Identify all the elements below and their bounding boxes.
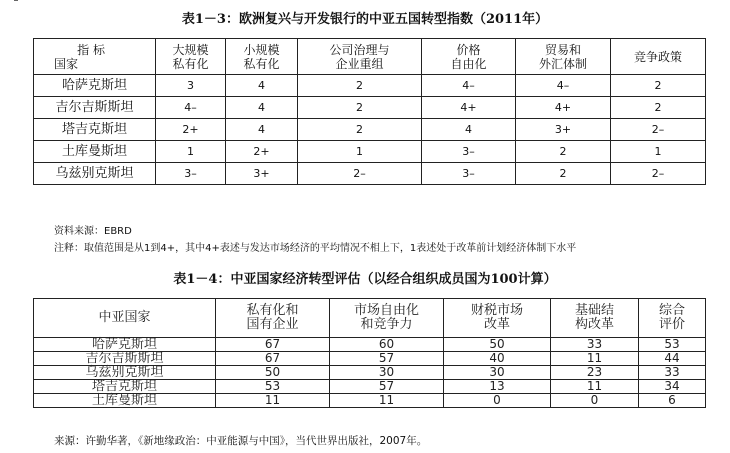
row-country: 土库曼斯坦	[34, 141, 156, 163]
table1-source: 资料来源：EBRD	[54, 226, 132, 237]
table-cell: 0	[551, 394, 639, 408]
table-cell: 2	[516, 141, 611, 163]
table-cell: 2+	[156, 119, 226, 141]
table-row	[34, 394, 706, 408]
row-country: 塔吉克斯坦	[34, 380, 216, 394]
table-cell: 67	[216, 338, 330, 352]
column-header: 价格 自由化	[422, 39, 516, 75]
table-cell: 57	[330, 352, 444, 366]
column-header: 市场自由化 和竞争力	[330, 299, 444, 338]
column-header: 竞争政策	[611, 39, 706, 75]
column-header: 综合 评价	[639, 299, 706, 338]
table-cell: 2	[611, 97, 706, 119]
table2-source: 来源：许勤华著，《新地缘政治：中亚能源与中国》，当代世界出版社，2007年。	[54, 435, 428, 447]
table-cell: 4+	[422, 97, 516, 119]
table-cell: 2+	[226, 141, 298, 163]
row-country: 土库曼斯坦	[34, 394, 216, 408]
country-column-header: 中亚国家	[34, 299, 216, 338]
table-cell: 4	[422, 119, 516, 141]
corner-header-country: 国家	[54, 56, 79, 71]
table-row	[34, 163, 706, 185]
table2-header-row	[34, 299, 706, 338]
table-cell: 13	[444, 380, 551, 394]
column-header: 贸易和 外汇体制	[516, 39, 611, 75]
table-cell: 4–	[422, 75, 516, 97]
table-cell: 3+	[226, 163, 298, 185]
corner-header	[34, 39, 156, 75]
column-header: 大规模 私有化	[156, 39, 226, 75]
table-cell: 4–	[156, 97, 226, 119]
table-cell: 33	[551, 338, 639, 352]
table-row	[34, 75, 706, 97]
row-country: 乌兹别克斯坦	[34, 163, 156, 185]
table-cell: 1	[298, 141, 422, 163]
column-header: 私有化和 国有企业	[216, 299, 330, 338]
table-row	[34, 141, 706, 163]
table-cell: 2–	[611, 163, 706, 185]
table-cell: 2	[516, 163, 611, 185]
table-cell: 1	[156, 141, 226, 163]
table-cell: 40	[444, 352, 551, 366]
table-cell: 3+	[516, 119, 611, 141]
table1-header-row	[34, 39, 706, 75]
economic-transition-table	[33, 298, 706, 408]
table1-note: 注释：取值范围是从1到4+，其中4+表述与发达市场经济的平均情况不相上下，1表述处于改革前计划经济体制下水平	[54, 243, 577, 254]
top-left-mark	[14, 0, 18, 1]
table-cell: 50	[444, 338, 551, 352]
table-cell: 11	[216, 394, 330, 408]
table-cell: 34	[639, 380, 706, 394]
table-cell: 23	[551, 366, 639, 380]
table-cell: 2–	[298, 163, 422, 185]
table-cell: 6	[639, 394, 706, 408]
table-cell: 2	[298, 97, 422, 119]
table-cell: 0	[444, 394, 551, 408]
row-country: 吉尔吉斯斯坦	[34, 352, 216, 366]
row-country: 吉尔吉斯斯坦	[34, 97, 156, 119]
table-cell: 3–	[422, 141, 516, 163]
column-header: 公司治理与 企业重组	[298, 39, 422, 75]
table-cell: 67	[216, 352, 330, 366]
transition-index-table	[33, 38, 706, 185]
table-cell: 4	[226, 119, 298, 141]
table2-title: 表1－4：中亚国家经济转型评估（以经合组织成员国为100计算）	[173, 272, 557, 287]
table-cell: 30	[444, 366, 551, 380]
table-row	[34, 97, 706, 119]
corner-header-indicator: 指 标	[77, 42, 105, 57]
column-header: 财税市场 改革	[444, 299, 551, 338]
table-cell: 4–	[516, 75, 611, 97]
table-cell: 4	[226, 75, 298, 97]
row-country: 哈萨克斯坦	[34, 338, 216, 352]
column-header: 基础结 构改革	[551, 299, 639, 338]
table-row	[34, 119, 706, 141]
table-cell: 3–	[422, 163, 516, 185]
table-cell: 30	[330, 366, 444, 380]
table-cell: 2–	[611, 119, 706, 141]
table-cell: 2	[611, 75, 706, 97]
column-header: 小规模 私有化	[226, 39, 298, 75]
table-cell: 11	[551, 380, 639, 394]
row-country: 哈萨克斯坦	[34, 75, 156, 97]
table-cell: 44	[639, 352, 706, 366]
table-cell: 11	[330, 394, 444, 408]
table-cell: 1	[611, 141, 706, 163]
table-row	[34, 366, 706, 380]
table-row	[34, 380, 706, 394]
table-row	[34, 352, 706, 366]
table-row	[34, 338, 706, 352]
table-cell: 2	[298, 75, 422, 97]
table-cell: 4+	[516, 97, 611, 119]
row-country: 乌兹别克斯坦	[34, 366, 216, 380]
table-cell: 53	[216, 380, 330, 394]
table-cell: 33	[639, 366, 706, 380]
table-cell: 53	[639, 338, 706, 352]
table1-title: 表1－3：欧洲复兴与开发银行的中亚五国转型指数（2011年）	[181, 12, 549, 27]
table-cell: 60	[330, 338, 444, 352]
table-cell: 3	[156, 75, 226, 97]
table-cell: 3–	[156, 163, 226, 185]
table-cell: 4	[226, 97, 298, 119]
table-cell: 57	[330, 380, 444, 394]
table-cell: 50	[216, 366, 330, 380]
row-country: 塔吉克斯坦	[34, 119, 156, 141]
table-cell: 11	[551, 352, 639, 366]
table-cell: 2	[298, 119, 422, 141]
